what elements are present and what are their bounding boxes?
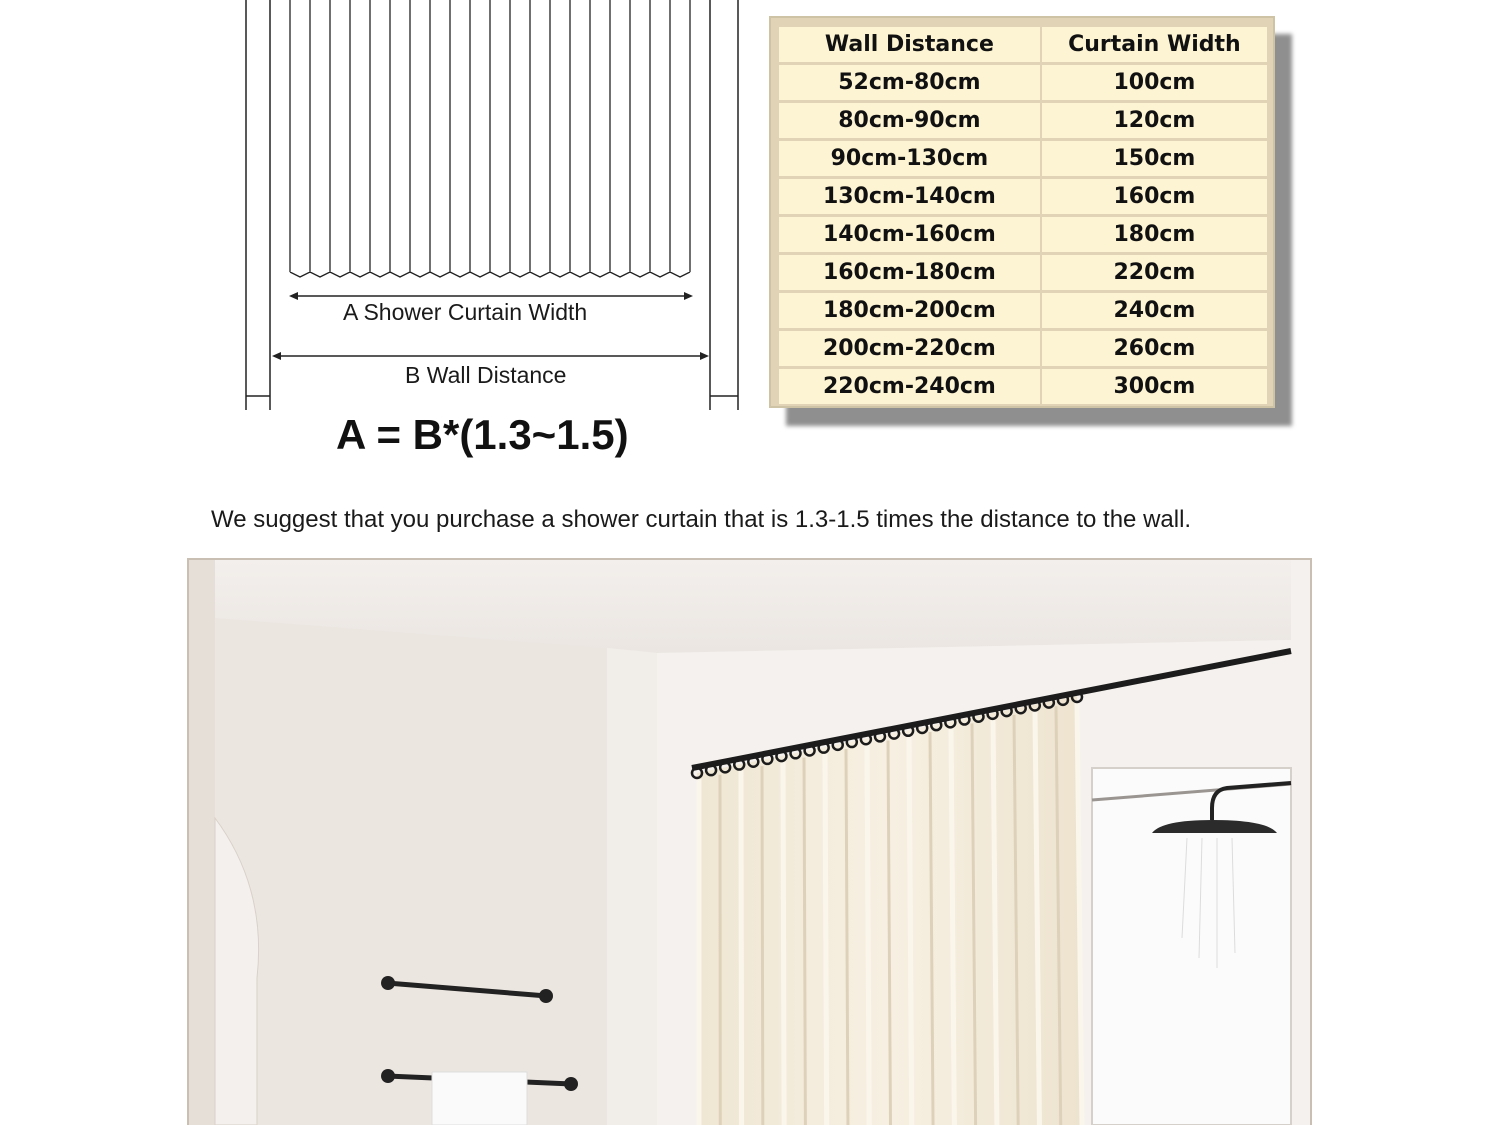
curtain-fold — [762, 766, 763, 1125]
bathroom-photo — [187, 558, 1312, 1125]
wall-distance-cell: 140cm-160cm — [779, 217, 1040, 252]
wall-distance-cell: 220cm-240cm — [779, 369, 1040, 404]
curtain-width-cell: 240cm — [1042, 293, 1267, 328]
pleat-lines — [290, 0, 690, 277]
formula: A = B*(1.3~1.5) — [336, 411, 629, 458]
table-row — [779, 331, 1267, 366]
suggestion-text: We suggest that you purchase a shower curtain that is 1.3-1.5 times the distance to the wall. — [211, 506, 1192, 533]
header-wall-distance: Wall Distance — [779, 27, 1040, 62]
wall-distance-cell: 90cm-130cm — [779, 141, 1040, 176]
curtain-width-label: A Shower Curtain Width — [343, 299, 588, 325]
wall-distance-cell: 52cm-80cm — [779, 65, 1040, 100]
wall-distance-cell: 180cm-200cm — [779, 293, 1040, 328]
curtain-width-cell: 260cm — [1042, 331, 1267, 366]
curtain-width-cell: 180cm — [1042, 217, 1267, 252]
table-row — [779, 217, 1267, 252]
table-row — [779, 369, 1267, 404]
curtain-width-cell: 220cm — [1042, 255, 1267, 290]
header-curtain-width: Curtain Width — [1042, 27, 1267, 62]
curtain-fold — [909, 736, 912, 1125]
table-row — [779, 65, 1267, 100]
table-row — [779, 293, 1267, 328]
curtain-width-cell: 150cm — [1042, 141, 1267, 176]
table-row — [779, 255, 1267, 290]
table-header-row — [779, 27, 1267, 62]
curtain-width-diagram — [0, 0, 760, 470]
table-row — [779, 141, 1267, 176]
wall-distance-cell: 80cm-90cm — [779, 103, 1040, 138]
curtain-fold — [867, 745, 869, 1125]
left-wall — [246, 0, 270, 410]
curtain-pleats — [290, 0, 690, 277]
right-wall — [710, 0, 738, 410]
curtain-fold — [825, 753, 827, 1125]
curtain-width-cell: 100cm — [1042, 65, 1267, 100]
curtain-width-cell: 120cm — [1042, 103, 1267, 138]
curtain-width-cell: 160cm — [1042, 179, 1267, 214]
wall-distance-label: B Wall Distance — [405, 362, 567, 388]
wall-distance-cell: 160cm-180cm — [779, 255, 1040, 290]
size-table — [777, 24, 1269, 407]
curtain-fold — [804, 758, 805, 1125]
wall-distance-cell: 130cm-140cm — [779, 179, 1040, 214]
curtain-fold — [741, 770, 742, 1125]
curtain-width-cell: 300cm — [1042, 369, 1267, 404]
wall-distance-cell: 200cm-220cm — [779, 331, 1040, 366]
table-row — [779, 179, 1267, 214]
wall-distance-arrow — [272, 352, 709, 360]
size-table-frame — [769, 16, 1275, 408]
curtain-fold — [846, 749, 848, 1125]
curtain-fold — [783, 762, 784, 1125]
curtain-fold — [951, 728, 954, 1125]
table-row — [779, 103, 1267, 138]
